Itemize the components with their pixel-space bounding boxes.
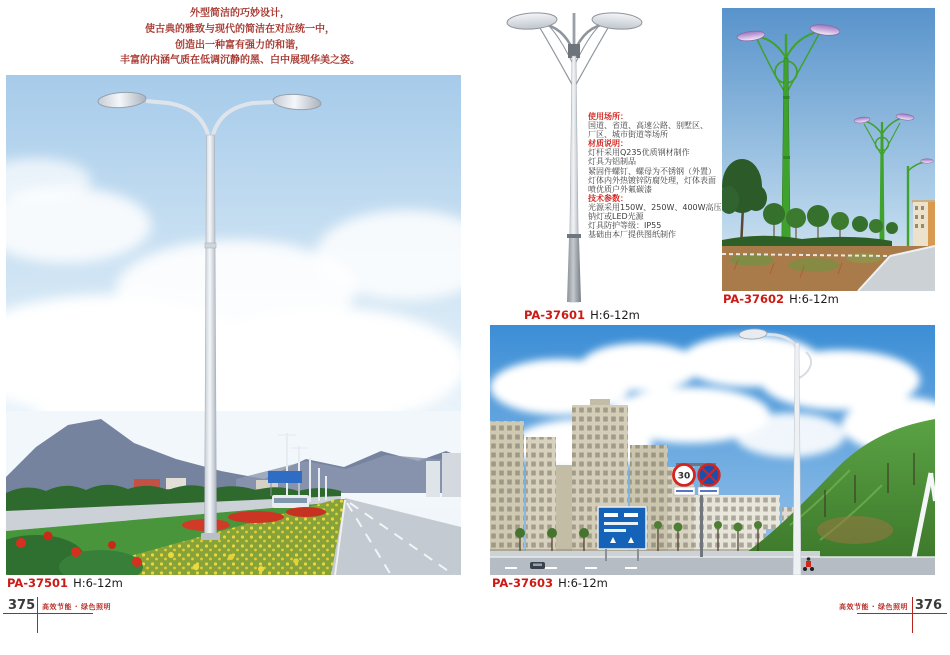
tech-line: 钠灯或LED光源 [588,212,644,222]
product-code: PA-37601 [524,308,586,322]
photo-pa37501-street-scene [6,75,461,575]
footer-rule-right [857,613,947,614]
footer-slogan-left: 高效节能 · 绿色照明 [42,603,112,611]
footer-divider-left [37,597,38,633]
tech-line: 灯具防护等级：IP55 [588,221,662,231]
product-label-pa37603 [492,576,608,590]
material-line: 灯体内外热镀锌防腐处理，灯体表面 [588,175,716,185]
intro-line: 外型简洁的巧妙设计， [190,8,290,19]
footer-divider-right [912,597,913,633]
intro-line: 使古典的雅致与现代的简洁在对应统一中， [145,23,335,35]
usage-title: 使用场所： [588,112,628,121]
footer-slogan-right: 高效节能 · 绿色照明 [838,603,908,611]
footer-rule-left [3,613,93,614]
city-scene-illustration [490,325,935,575]
speed-limit-text: 30 [677,471,691,482]
product-code: PA-37603 [492,576,554,590]
photo-pa37602-street-scene [722,8,935,291]
bus [272,495,309,508]
page-number-right: 376 [914,598,942,613]
tech-line: 基础由本厂提供图纸制作 [588,230,676,240]
product-height: H:6-12m [590,308,640,322]
overhead-road-sign [268,471,302,483]
intro-text [95,6,385,69]
product-code: PA-37501 [7,576,69,590]
spec-block [588,112,723,239]
usage-line: 厂区、城市街道等场所 [588,130,668,140]
material-title: 材质说明： [588,139,628,149]
car [530,562,545,569]
street-scene-illustration [6,75,461,575]
photo-pa37603-city-scene [490,325,935,575]
material-line: 灯具为铝制品 [588,157,636,167]
page-number-left: 375 [8,598,36,613]
product-label-pa37501 [7,576,123,590]
distant-building [912,200,935,246]
product-label-pa37601 [524,308,640,322]
product-code: PA-37602 [723,292,785,306]
material-line: 喷优质户外氟碳漆 [588,184,652,194]
tech-title: 技术参数： [588,193,628,203]
material-line: 灯杆采用Q235优质钢材制作 [588,148,690,158]
product-label-pa37602 [723,292,839,306]
usage-line: 国道、省道、高速公路、别墅区、 [588,121,708,131]
tech-line: 光源采用150W、250W、400W高压 [588,202,722,212]
product-height: H:6-12m [558,576,608,590]
product-height: H:6-12m [789,292,839,306]
green-lamp-scene-illustration [722,8,935,291]
product-height: H:6-12m [73,576,123,590]
intro-line: 丰富的内涵气质在低调沉静的黑、白中展现华美之姿。 [120,55,360,67]
material-line: 紧固件螺钉、螺母为不锈钢（外置） [588,166,716,176]
intro-line: 创造出一种富有强力的和谐， [175,39,305,51]
